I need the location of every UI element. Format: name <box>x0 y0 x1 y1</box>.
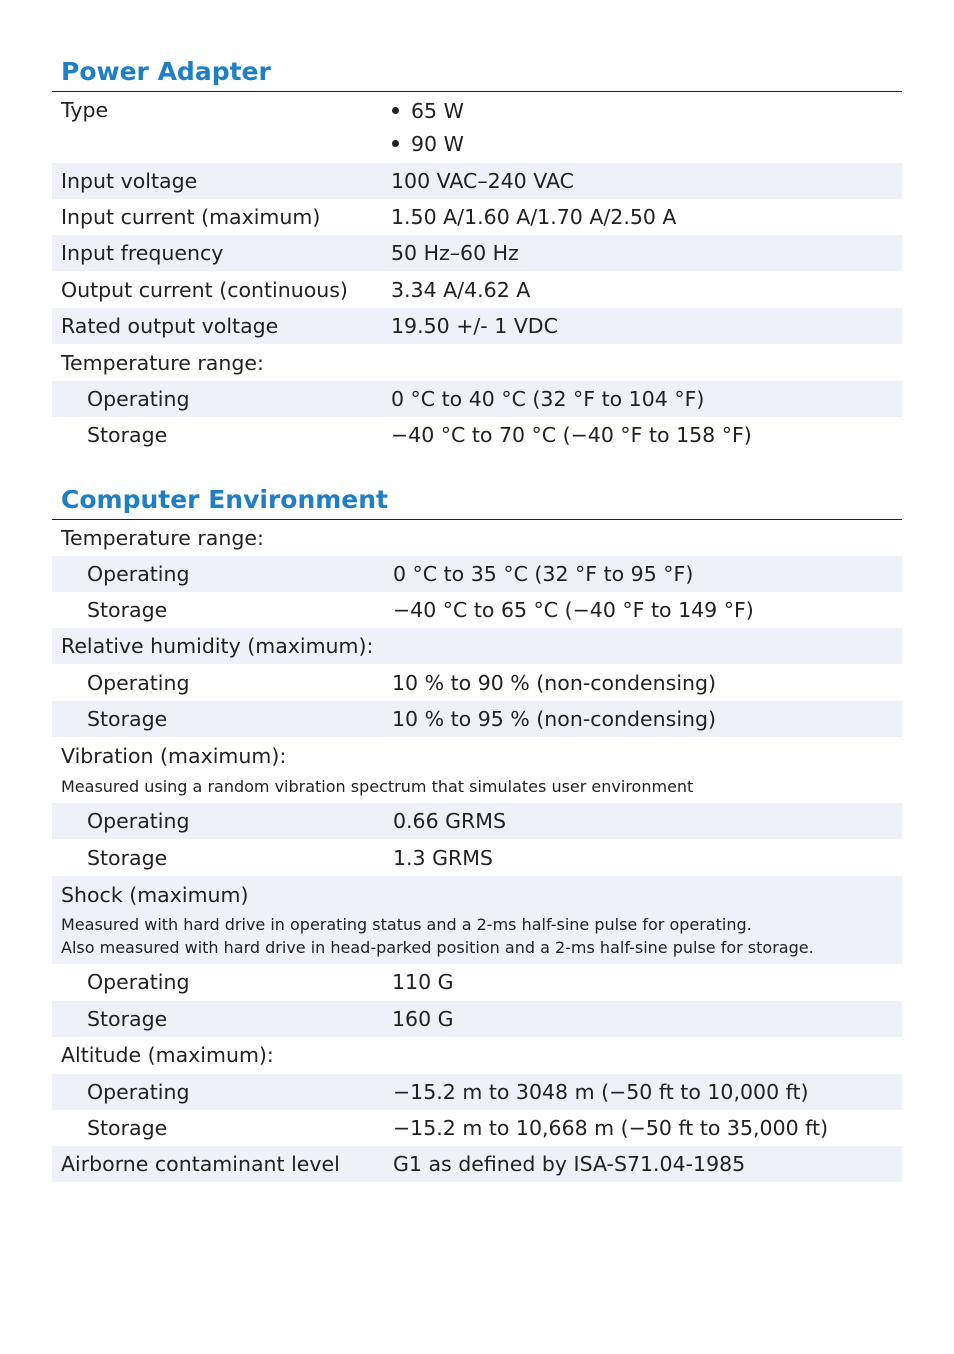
shock-note-line2: Also measured with hard drive in head-parked position and a 2-ms half-sine pulse for storage. <box>61 938 814 957</box>
altitude-storage-label: Storage <box>87 1116 168 1140</box>
shock-label: Shock (maximum) <box>61 883 249 907</box>
ce-temp-storage-row <box>52 592 902 628</box>
humidity-storage-value: 10 % to 95 % (non-condensing) <box>392 707 717 731</box>
vibration-storage-value: 1.3 GRMS <box>393 846 493 870</box>
airborne-row <box>52 1146 902 1182</box>
input-frequency-value: 50 Hz–60 Hz <box>391 241 519 265</box>
rated-output-voltage-label: Rated output voltage <box>61 314 279 338</box>
type-value-90w: 90 W <box>411 132 464 156</box>
ce-temperature-row <box>52 520 902 556</box>
vibration-operating-value: 0.66 GRMS <box>393 809 506 833</box>
type-value-65w: 65 W <box>411 99 464 123</box>
rated-output-voltage-value: 19.50 +/- 1 VDC <box>391 314 558 338</box>
altitude-operating-label: Operating <box>87 1080 190 1104</box>
vibration-operating-label: Operating <box>87 809 190 833</box>
vibration-storage-row <box>52 840 902 876</box>
airborne-value: G1 as defined by ISA-S71.04-1985 <box>393 1152 746 1176</box>
vibration-storage-label: Storage <box>87 846 168 870</box>
output-current-label: Output current (continuous) <box>61 278 348 302</box>
input-voltage-value: 100 VAC–240 VAC <box>391 169 574 193</box>
ce-temperature-label: Temperature range: <box>61 526 264 550</box>
computer-environment-section <box>52 0 902 1190</box>
ce-temp-storage-value: −40 °C to 65 °C (−40 °F to 149 °F) <box>393 598 754 622</box>
humidity-operating-value: 10 % to 90 % (non-condensing) <box>392 671 717 695</box>
airborne-label: Airborne contaminant level <box>61 1152 340 1176</box>
altitude-label: Altitude (maximum): <box>61 1043 274 1067</box>
altitude-operating-row <box>52 1074 902 1110</box>
vibration-note: Measured using a random vibration spectrum that simulates user environment <box>61 777 694 796</box>
shock-note-line1: Measured with hard drive in operating status and a 2-ms half-sine pulse for operating. <box>61 915 752 934</box>
shock-storage-row <box>52 1001 902 1037</box>
shock-operating-row <box>52 964 902 1000</box>
pa-temp-operating-value: 0 °C to 40 °C (32 °F to 104 °F) <box>391 387 705 411</box>
shock-operating-value: 110 G <box>392 970 454 994</box>
shock-storage-value: 160 G <box>392 1007 454 1031</box>
humidity-storage-row <box>52 701 902 737</box>
altitude-operating-value: −15.2 m to 3048 m (−50 ft to 10,000 ft) <box>393 1080 809 1104</box>
humidity-operating-label: Operating <box>87 671 190 695</box>
pa-temp-storage-value: −40 °C to 70 °C (−40 °F to 158 °F) <box>391 423 752 447</box>
input-current-label: Input current (maximum) <box>61 205 321 229</box>
pa-temp-storage-label: Storage <box>87 423 168 447</box>
power-adapter-heading: Power Adapter <box>61 57 271 86</box>
humidity-operating-row <box>52 665 902 701</box>
vibration-row <box>52 737 902 803</box>
pa-temp-operating-label: Operating <box>87 387 190 411</box>
altitude-storage-row <box>52 1110 902 1146</box>
altitude-storage-value: −15.2 m to 10,668 m (−50 ft to 35,000 ft) <box>393 1116 829 1140</box>
shock-operating-label: Operating <box>87 970 190 994</box>
vibration-label: Vibration (maximum): <box>61 744 287 768</box>
input-frequency-label: Input frequency <box>61 241 224 265</box>
shock-row <box>52 876 902 964</box>
type-label: Type <box>61 98 109 122</box>
ce-temp-operating-row <box>52 556 902 592</box>
computer-environment-heading: Computer Environment <box>61 485 389 514</box>
pa-temperature-label: Temperature range: <box>61 351 264 375</box>
ce-temp-operating-label: Operating <box>87 562 190 586</box>
input-voltage-label: Input voltage <box>61 169 198 193</box>
shock-storage-label: Storage <box>87 1007 168 1031</box>
output-current-value: 3.34 A/4.62 A <box>391 278 531 302</box>
input-current-value: 1.50 A/1.60 A/1.70 A/2.50 A <box>391 205 677 229</box>
humidity-storage-label: Storage <box>87 707 168 731</box>
vibration-operating-row <box>52 803 902 839</box>
humidity-row <box>52 628 902 664</box>
altitude-row <box>52 1037 902 1073</box>
humidity-label: Relative humidity (maximum): <box>61 634 374 658</box>
ce-temp-operating-value: 0 °C to 35 °C (32 °F to 95 °F) <box>393 562 694 586</box>
ce-temp-storage-label: Storage <box>87 598 168 622</box>
